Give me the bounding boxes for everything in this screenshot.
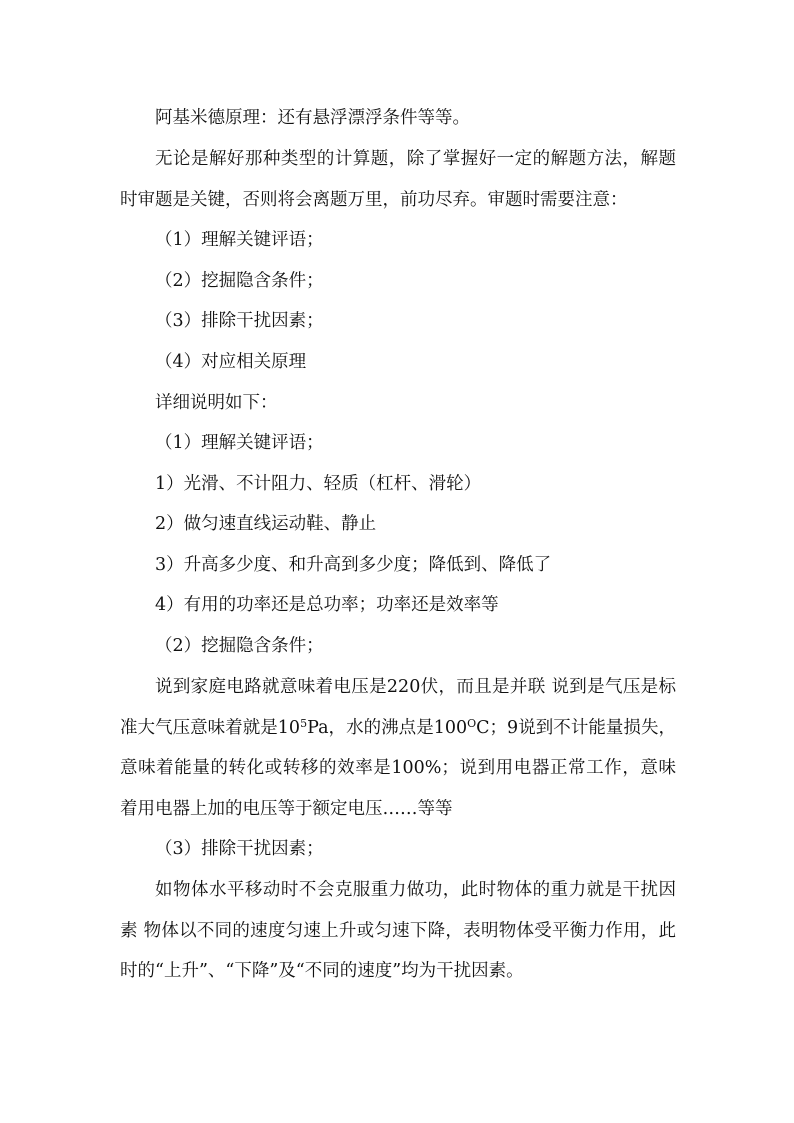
section-2-body (120, 667, 676, 829)
paragraph-archimedes: 阿基米德原理：还有悬浮漂浮条件等等。 (155, 108, 470, 128)
pressure-exponent: 5 (300, 716, 308, 730)
section-2-text-c: C；9说到不计能量损失，意味着能量的转化或转移的效率是100%；说到用电器正常工作，意味着用电器上加的电压等于额定电压……等等 (120, 717, 676, 819)
section-2-text-a: 说到家庭电路就意味着电压是220伏，而且是并联 说到是气压是标准大气压意味着就是10 (120, 677, 676, 738)
section-3-body: 如物体水平移动时不会克服重力做功，此时物体的重力就是干扰因素 物体以不同的速度匀速上升或匀速下降，表明物体受平衡力作用，此时的“上升”、“下降”及“不同的速度”均为干扰因素。 (120, 880, 676, 981)
paragraph-intro: 无论是解好那种类型的计算题，除了掌握好一定的解题方法，解题时审题是关键，否则将会离题万里，前功尽弃。审题时需要注意： (120, 149, 676, 210)
list-item-4: （4）对应相关原理 (155, 352, 307, 372)
section-1-item-3: 3）升高多少度、和升高到多少度；降低到、降低了 (155, 555, 552, 575)
section-3-heading: （3）排除干扰因素； (155, 839, 324, 859)
section-2-text-b: Pa，水的沸点是100 (307, 717, 468, 738)
list-item-2: （2）挖掘隐含条件； (155, 271, 324, 291)
list-item-1: （1）理解关键评语； (155, 230, 324, 250)
list-item-3: （3）排除干扰因素； (155, 311, 324, 331)
section-1-item-1: 1）光滑、不计阻力、轻质（杠杆、滑轮） (155, 474, 482, 494)
section-1-item-4: 4）有用的功率还是总功率；功率还是效率等 (155, 595, 499, 615)
section-1-heading: （1）理解关键评语； (155, 433, 324, 453)
degree-symbol: O (467, 716, 477, 730)
section-1-item-2: 2）做匀速直线运动鞋、静止 (155, 514, 377, 534)
section-2-heading: （2）挖掘隐含条件； (155, 636, 324, 656)
details-heading: 详细说明如下： (155, 393, 278, 413)
